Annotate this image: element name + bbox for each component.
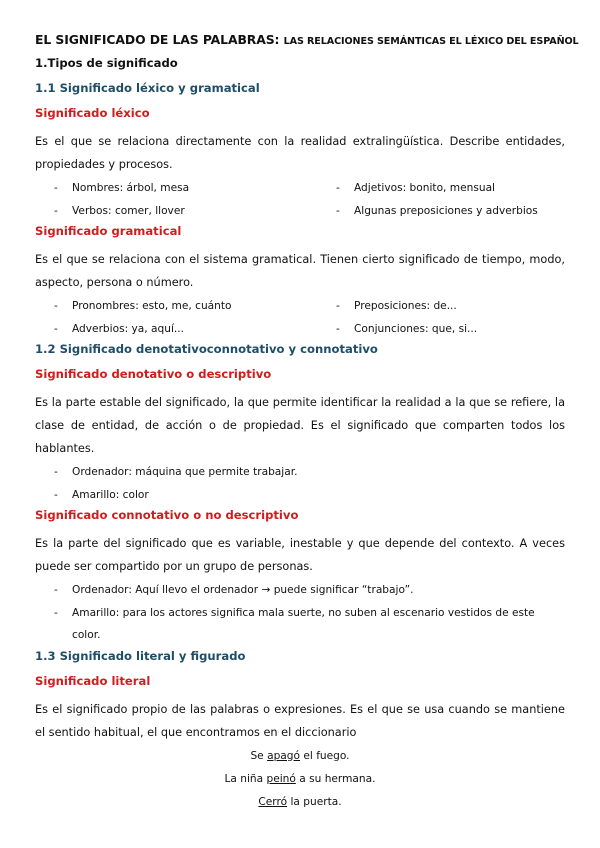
example-text: Se [250,749,268,762]
list-item: - Amarillo: para los actores significa mala suerte, no suben al escenario vestidos de este color. [35,602,565,647]
denotativo-heading: Significado denotativo o descriptivo [35,367,272,381]
literal-heading: Significado literal [35,673,151,688]
example-text: La niña [224,772,267,785]
literal-examples [35,745,565,814]
list-item: - Pronombres: esto, me, cuánto [35,295,317,318]
list-item: - Ordenador: máquina que permite trabajar. [35,461,565,484]
example-text: a su hermana. [295,772,376,785]
connotativo-list [35,579,565,647]
example-verb: peinó [266,772,296,785]
example-verb: apagó [267,749,300,762]
list-item: - Nombres: árbol, mesa [35,177,317,200]
section-1-1-heading: 1.1 Significado léxico y gramatical [35,81,260,95]
list-item: - Amarillo: color [35,484,565,507]
denotativo-list [35,461,565,506]
list-item: - Conjunciones: que, si... [317,318,565,341]
lexico-text: Es el que se relaciona directamente con la realidad extralingüística. Describe entidades, propiedades y procesos. [35,135,565,171]
example-verb: Cerró [258,795,288,808]
title-subtitle: LAS RELACIONES SEMÁNTICAS EL LÉXICO DEL ESPAÑOL [283,36,579,47]
literal-text: Es el significado propio de las palabras o expresiones. Es el que se usa cuando se mantiene el sentido habitual, el que encontramos en el diccionario [35,702,565,739]
page-title [35,32,579,47]
list-item: - Preposiciones: de... [317,295,565,318]
example-sentence [35,768,565,791]
list-item: - Verbos: comer, llover [35,200,317,223]
list-item: - Adjetivos: bonito, mensual [317,177,565,200]
example-sentence [35,791,565,814]
document-page [35,32,579,814]
connotativo-heading: Significado connotativo o no descriptivo [35,508,299,522]
example-sentence [35,745,565,768]
list-item: - Ordenador: Aquí llevo el ordenador → puede significar “trabajo”. [35,579,565,602]
section-1-heading: 1.Tipos de significado [35,56,178,70]
example-text: el fuego. [300,749,350,762]
example-text: la puerta. [287,795,342,808]
section-1-2-heading: 1.2 Significado denotativoconnotativo y connotativo [35,342,378,356]
title-main: EL SIGNIFICADO DE LAS PALABRAS: [35,32,280,47]
list-item: - Algunas preposiciones y adverbios [317,200,565,223]
gramatical-text: Es el que se relaciona con el sistema gramatical. Tienen cierto significado de tiempo, modo, aspecto, persona o número. [35,253,565,289]
denotativo-text: Es la parte estable del significado, la que permite identificar la realidad a la que se refiere, la clase de entidad, de acción o de propiedad. Es el significado que comparten todos los hablantes. [35,396,565,455]
section-1-3-heading: 1.3 Significado literal y figurado [35,648,246,663]
gramatical-list [35,295,565,340]
list-item: - Adverbios: ya, aquí... [35,318,317,341]
lexico-heading: Significado léxico [35,106,150,120]
lexico-list [35,177,565,222]
connotativo-text: Es la parte del significado que es variable, inestable y que depende del contexto. A veces puede ser compartido por un grupo de personas. [35,537,565,573]
gramatical-heading: Significado gramatical [35,224,182,238]
